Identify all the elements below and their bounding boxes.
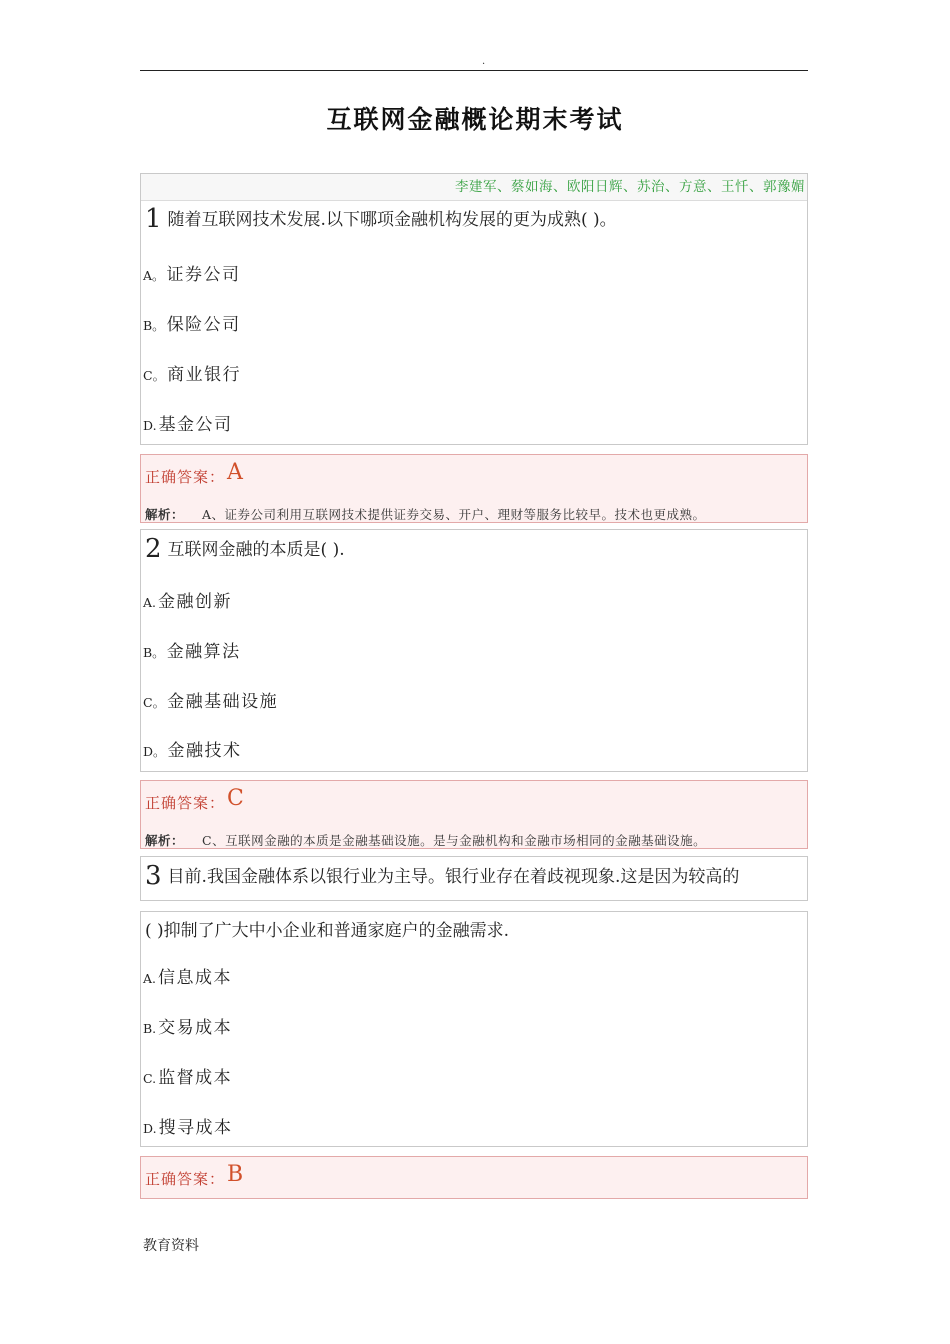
question-card-1 <box>140 173 808 445</box>
question-stem-3-cont: ( )抑制了广大中小企业和普通家庭户的金融需求. <box>145 921 510 941</box>
question-text: 目前.我国金融体系以银行业为主导。银行业存在着歧视现象.这是因为较高的 <box>167 867 740 887</box>
header-rule <box>140 70 808 71</box>
answer-value: B <box>227 1162 245 1187</box>
option-text: 交易成本 <box>158 1018 233 1038</box>
question-card-3-stem <box>140 856 808 901</box>
answer-line <box>145 786 245 814</box>
answer-label: 正确答案： <box>145 468 226 486</box>
question-stem-1 <box>145 202 617 232</box>
option-key: A. <box>143 971 157 986</box>
header-dot: . <box>482 56 486 67</box>
option-key: D。 <box>143 744 166 759</box>
option-key: C。 <box>143 695 166 710</box>
option-text: 监督成本 <box>158 1068 233 1088</box>
option-3b[interactable] <box>143 1013 232 1038</box>
explanation-text: C、互联网金融的本质是金融基础设施。是与金融机构和金融市场相同的金融基础设施。 <box>202 833 707 848</box>
option-3a[interactable] <box>143 963 232 988</box>
option-3c[interactable] <box>143 1063 232 1088</box>
option-key: C。 <box>143 368 166 383</box>
answer-value: A <box>227 460 244 485</box>
question-card-3 <box>140 911 808 1147</box>
answer-box-1 <box>140 454 808 523</box>
option-text: 信息成本 <box>158 968 233 988</box>
option-3d[interactable] <box>143 1113 233 1138</box>
question-number: 2 <box>145 534 162 564</box>
answer-label: 正确答案： <box>145 794 226 812</box>
answer-line <box>145 460 244 488</box>
option-key: B。 <box>143 645 165 660</box>
answer-line <box>145 1162 245 1190</box>
explanation-label: 解析： <box>145 833 185 848</box>
option-key: C. <box>143 1071 157 1086</box>
answer-box-2 <box>140 780 808 849</box>
footer-text: 教育资料 <box>143 1238 199 1254</box>
option-text: 保险公司 <box>166 315 241 335</box>
question-number: 3 <box>145 861 162 891</box>
question-text: 互联网金融的本质是( ). <box>167 540 345 560</box>
question-stem-3 <box>145 859 739 889</box>
option-2a[interactable] <box>143 587 232 612</box>
option-key: B. <box>143 1021 157 1036</box>
option-text: 商业银行 <box>167 365 242 385</box>
answer-label: 正确答案： <box>145 1170 226 1188</box>
page-title: 互联网金融概论期末考试 <box>326 105 624 134</box>
question-number: 1 <box>145 204 162 234</box>
option-1c[interactable] <box>143 360 241 385</box>
option-2c[interactable] <box>143 687 278 712</box>
option-1d[interactable] <box>143 410 233 435</box>
option-text: 金融基础设施 <box>167 692 279 712</box>
question-stem-2 <box>145 532 345 562</box>
explanation-text: A、证券公司利用互联网技术提供证券交易、开户、理财等服务比较早。技术也更成熟。 <box>202 507 706 522</box>
option-text: 金融技术 <box>167 741 242 761</box>
option-text: 金融算法 <box>166 642 241 662</box>
explanation-line <box>145 831 706 849</box>
option-1a[interactable] <box>143 260 241 285</box>
option-key: B。 <box>143 318 165 333</box>
question-text: 随着互联网技术发展.以下哪项金融机构发展的更为成熟( )。 <box>167 210 617 230</box>
explanation-line <box>145 505 706 523</box>
answer-value: C <box>227 786 245 811</box>
option-key: D. <box>143 1121 157 1136</box>
option-text: 搜寻成本 <box>158 1118 233 1138</box>
answer-box-3 <box>140 1156 808 1199</box>
option-1b[interactable] <box>143 310 241 335</box>
option-key: A。 <box>143 268 165 283</box>
question-card-2 <box>140 529 808 772</box>
authors-line: 李建军、蔡如海、欧阳日辉、苏治、方意、王忏、郭豫媚 <box>141 174 807 201</box>
explanation-label: 解析： <box>145 507 185 522</box>
option-text: 基金公司 <box>158 415 233 435</box>
option-key: D. <box>143 418 157 433</box>
option-key: A. <box>143 595 157 610</box>
option-text: 金融创新 <box>158 592 233 612</box>
option-text: 证券公司 <box>166 265 241 285</box>
option-2b[interactable] <box>143 637 241 662</box>
option-2d[interactable] <box>143 736 242 761</box>
